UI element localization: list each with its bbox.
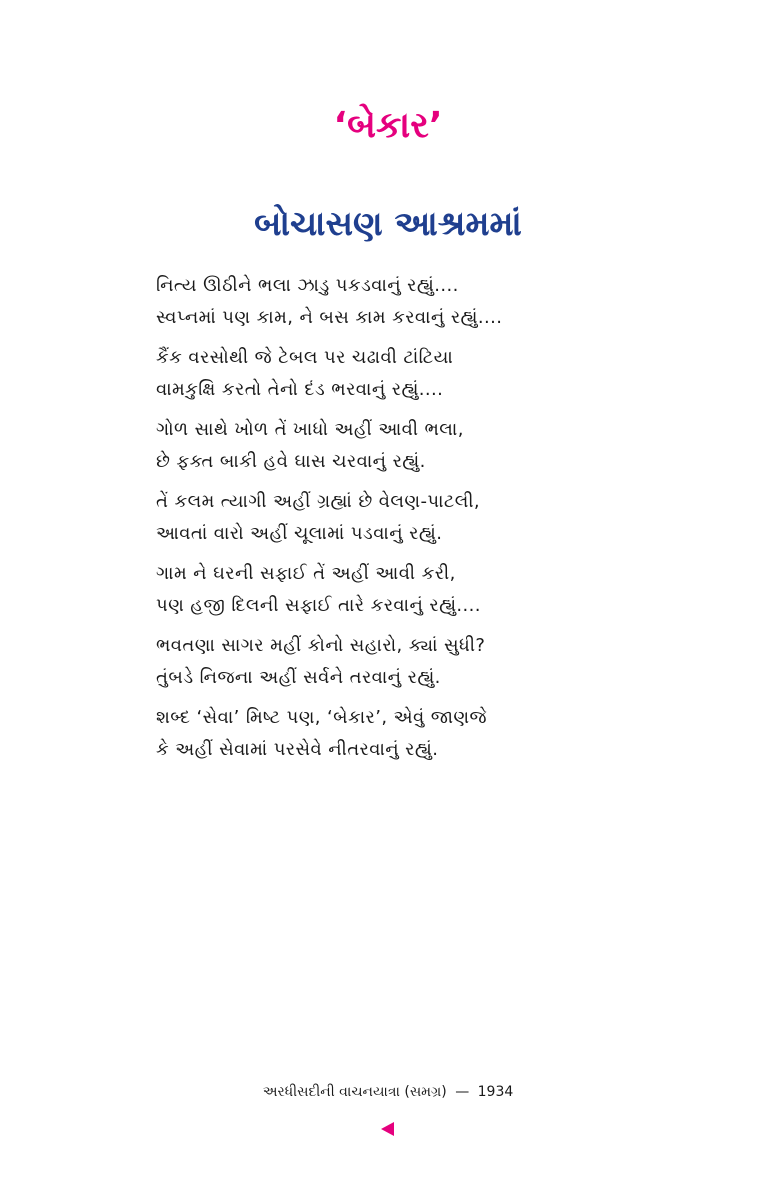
author-name: ‘બેકાર’: [333, 105, 443, 146]
poem-line: તુંબડે નિજના અહીં સર્વને તરવાનું રહ્યું.: [156, 667, 441, 688]
poem-line: કૈંક વરસોથી જે ટેબલ પર ચઢાવી ટાંટિયા: [156, 347, 454, 368]
poem-line: તેં કલમ ત્યાગી અહીં ગ્રહ્યાં છે વેલણ-પાટલી,: [156, 491, 481, 512]
poem-line: નિત્ય ઊઠીને ભલા ઝાડુ પકડવાનું રહ્યું....: [156, 275, 459, 296]
stanza-2: [156, 342, 626, 414]
stanza-5: [156, 558, 626, 630]
page-footer: [0, 1080, 776, 1104]
poem-body: [156, 270, 626, 774]
poem-line: પણ હજી દિલની સફાઈ તારે કરવાનું રહ્યું....: [156, 595, 481, 616]
triangle-left-icon[interactable]: [381, 1122, 394, 1136]
stanza-3: [156, 414, 626, 486]
poem-line: ભવતણા સાગર મહીં કોનો સહારો, ક્યાં સુધી?: [156, 635, 486, 656]
stanza-7: [156, 702, 626, 774]
poem-line: છે ફક્ત બાકી હવે ઘાસ ચરવાનું રહ્યું.: [156, 451, 426, 472]
stanza-1: [156, 270, 626, 342]
poem-line: કે અહીં સેવામાં પરસેવે નીતરવાનું રહ્યું.: [156, 739, 439, 760]
poem-line: ગામ ને ઘરની સફાઈ તેં અહીં આવી કરી,: [156, 563, 456, 584]
poem-title: બોચાસણ આશ્રમમાં: [254, 204, 522, 244]
page-number: 1934: [477, 1084, 514, 1100]
poem-line: વામકુક્ષિ કરતો તેનો દંડ ભરવાનું રહ્યું....: [156, 379, 444, 400]
poem-line: ગોળ સાથે ખોળ તેં ખાધો અહીં આવી ભલા,: [156, 419, 464, 440]
book-title: અરધીસદીની વાચનયાત્રા (સમગ્ર): [262, 1084, 447, 1100]
stanza-4: [156, 486, 626, 558]
poem-line: આવતાં વારો અહીં ચૂલામાં પડવાનું રહ્યું.: [156, 523, 443, 544]
footer-dash: —: [455, 1084, 470, 1100]
poem-line: સ્વપ્નમાં પણ કામ, ને બસ કામ કરવાનું રહ્યું....: [156, 307, 503, 328]
stanza-6: [156, 630, 626, 702]
poem-line: શબ્દ ‘સેવા’ મિષ્ટ પણ, ‘બેકાર’, એવું જાણજે: [156, 707, 487, 728]
